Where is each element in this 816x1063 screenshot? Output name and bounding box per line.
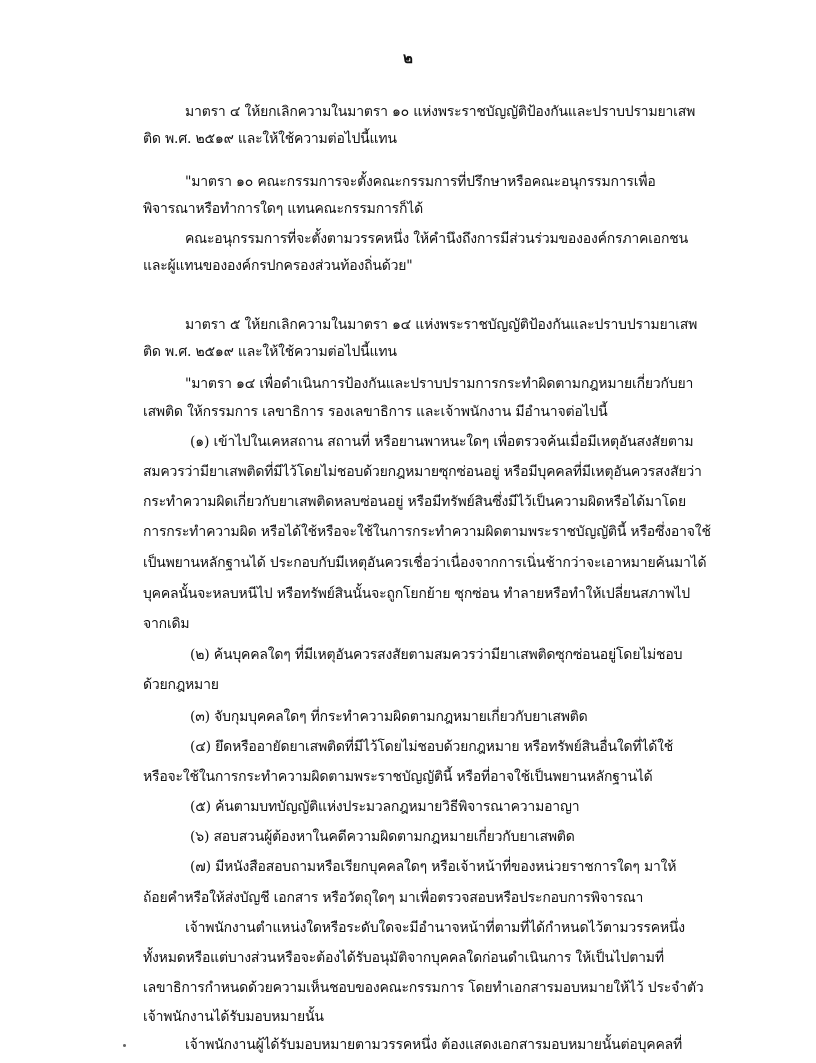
text-line: "มาตรา ๑๐ คณะกรรมการจะตั้งคณะกรรมการที่ปรึกษาหรือคณะอนุกรรมการเพื่อ <box>185 174 656 190</box>
text-line: ติด พ.ศ. ๒๕๑๙ และให้ใช้ความต่อไปนี้แทน <box>143 131 397 147</box>
text-line: ติด พ.ศ. ๒๕๑๙ และให้ใช้ความต่อไปนี้แทน <box>143 344 397 360</box>
text-line: "มาตรา ๑๔ เพื่อดำเนินการป้องกันและปราบปรามการกระทำผิดตามกฎหมายเกี่ยวกับยา <box>185 376 694 392</box>
text-line: มาตรา ๕ ให้ยกเลิกความในมาตรา ๑๔ แห่งพระราชบัญญัติป้องกันและปราบปรามยาเสพ <box>185 317 698 333</box>
text-line: เจ้าพนักงานตำแหน่งใดหรือระดับใดจะมีอำนาจหน้าที่ตามที่ได้กำหนดไว้ตามวรรคหนึ่ง <box>185 920 685 936</box>
text-line: มาตรา ๔ ให้ยกเลิกความในมาตรา ๑๐ แห่งพระราชบัญญัติป้องกันและปราบปรามยาเสพ <box>185 104 696 120</box>
text-line: (๗) มีหนังสือสอบถามหรือเรียกบุคคลใดๆ หรือเจ้าหน้าที่ของหน่วยราชการใดๆ มาให้ <box>190 859 677 875</box>
text-line: กระทำความผิดเกี่ยวกับยาเสพติดหลบซ่อนอยู่ หรือมีทรัพย์สินซึ่งมีไว้เป็นความผิดหรือได้มาโดย <box>143 494 686 510</box>
text-line: (๑) เข้าไปในเคหสถาน สถานที่ หรือยานพาหนะใดๆ เพื่อตรวจค้นเมื่อมีเหตุอันสงสัยตาม <box>190 434 694 450</box>
text-line: เลขาธิการกำหนดด้วยความเห็นชอบของคณะกรรมการ โดยทำเอกสารมอบหมายให้ไว้ ประจำตัว <box>143 980 704 996</box>
text-line: ทั้งหมดหรือแต่บางส่วนหรือจะต้องได้รับอนุมัติจากบุคคลใดก่อนดำเนินการ ให้เป็นไปตามที่ <box>143 950 664 966</box>
text-line: เป็นพยานหลักฐานได้ ประกอบกับมีเหตุอันควรเชื่อว่าเนื่องจากการเนิ่นช้ากว่าจะเอาหมายค้นมาได้ <box>143 555 707 571</box>
text-line: สมควรว่ามียาเสพติดที่มีไว้โดยไม่ชอบด้วยกฎหมายซุกซ่อนอยู่ หรือมีบุคคลที่มีเหตุอันควรสงสัยว่า <box>143 464 702 480</box>
text-line: (๖) สอบสวนผู้ต้องหาในคดีความผิดตามกฎหมายเกี่ยวกับยาเสพติด <box>190 829 575 845</box>
text-line: เสพติด ให้กรรมการ เลขาธิการ รองเลขาธิการ และเจ้าพนักงาน มีอำนาจต่อไปนี้ <box>143 404 608 420</box>
text-line: เจ้าพนักงานผู้ได้รับมอบหมายตามวรรคหนึ่ง ต้องแสดงเอกสารมอบหมายนั้นต่อบุคคลที่ <box>185 1037 683 1053</box>
text-line: พิจารณาหรือทำการใดๆ แทนคณะกรรมการก็ได้ <box>143 201 423 217</box>
text-line: (๓) จับกุมบุคคลใดๆ ที่กระทำความผิดตามกฎหมายเกี่ยวกับยาเสพติด <box>190 709 588 725</box>
text-line: บุคคลนั้นจะหลบหนีไป หรือทรัพย์สินนั้นจะถูกโยกย้าย ซุกซ่อน ทำลายหรือทำให้เปลี่ยนสภาพไป <box>143 586 690 602</box>
text-line: (๔) ยึดหรืออายัดยาเสพติดที่มีไว้โดยไม่ชอบด้วยกฎหมาย หรือทรัพย์สินอื่นใดที่ได้ใช้ <box>190 739 674 755</box>
text-line: และผู้แทนขององค์กรปกครองส่วนท้องถิ่นด้วย" <box>143 258 413 274</box>
scan-speck <box>123 1044 126 1047</box>
text-line: จากเดิม <box>143 616 190 632</box>
text-line: การกระทำความผิด หรือได้ใช้หรือจะใช้ในการกระทำความผิดตามพระราชบัญญัตินี้ หรือซึ่งอาจใช้ <box>143 524 711 540</box>
text-line: ด้วยกฎหมาย <box>143 677 219 693</box>
text-line: หรือจะใช้ในการกระทำความผิดตามพระราชบัญญัตินี้ หรือที่อาจใช้เป็นพยานหลักฐานได้ <box>143 769 653 785</box>
text-line: (๒) ค้นบุคคลใดๆ ที่มีเหตุอันควรสงสัยตามสมควรว่ามียาเสพติดซุกซ่อนอยู่โดยไม่ชอบ <box>190 647 683 663</box>
text-line: ถ้อยคำหรือให้ส่งบัญชี เอกสาร หรือวัตถุใดๆ มาเพื่อตรวจสอบหรือประกอบการพิจารณา <box>143 890 644 906</box>
text-line: เจ้าพนักงานได้รับมอบหมายนั้น <box>143 1009 324 1025</box>
text-line: (๕) ค้นตามบทบัญญัติแห่งประมวลกฎหมายวิธีพิจารณาความอาญา <box>190 799 580 815</box>
text-line: คณะอนุกรรมการที่จะตั้งตามวรรคหนึ่ง ให้คำนึงถึงการมีส่วนร่วมขององค์กรภาคเอกชน <box>185 231 688 247</box>
page-number: ๒ <box>403 49 413 67</box>
